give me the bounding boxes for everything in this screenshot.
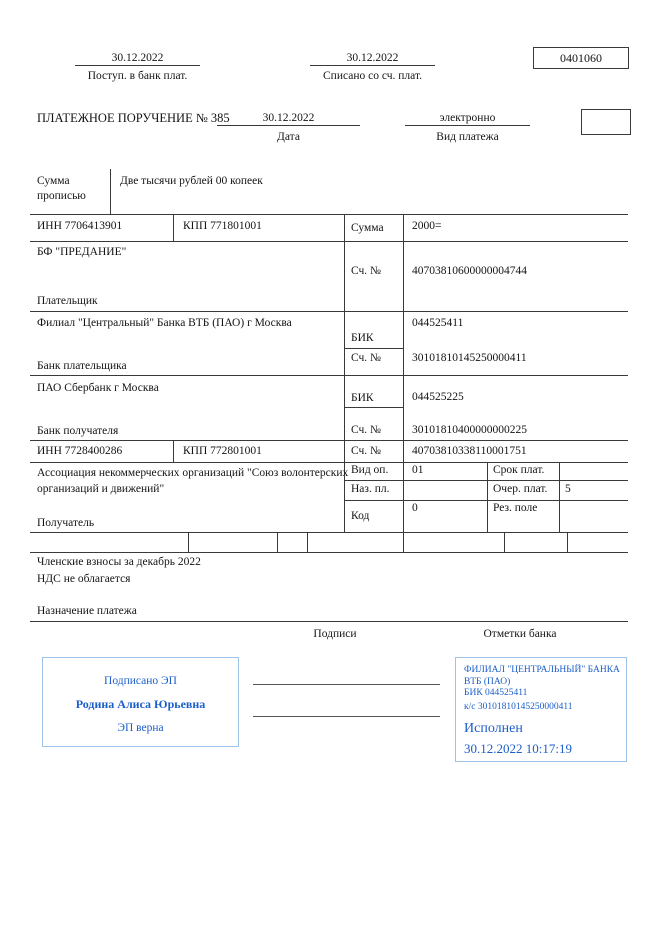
divider <box>30 311 628 312</box>
beneficiary-label: Получатель <box>37 517 95 529</box>
divider <box>30 440 628 441</box>
divider <box>559 462 560 532</box>
received-in-bank-label: Поступ. в банк плат. <box>87 70 188 82</box>
beneficiary-kpp: КПП 772801001 <box>183 445 262 457</box>
ocher-plat-value: 5 <box>565 483 571 495</box>
payer-kpp: КПП 771801001 <box>183 220 262 232</box>
beneficiary-bank-bik: 044525225 <box>412 391 464 403</box>
beneficiary-bank-account: 30101810400000000225 <box>412 424 527 436</box>
signature-line <box>253 684 440 685</box>
purpose-label: Назначение платежа <box>37 605 137 617</box>
signatures-label: Подписи <box>313 628 357 640</box>
debited-from-account-label: Списано со сч. плат. <box>323 70 422 82</box>
beneficiary-inn: ИНН 7728400286 <box>37 445 123 457</box>
beneficiary-bank-bik-label: БИК <box>351 392 374 404</box>
divider <box>344 480 628 481</box>
signature-line <box>253 716 440 717</box>
divider <box>30 214 628 215</box>
divider <box>504 532 505 552</box>
beneficiary-account-label: Сч. № <box>351 445 382 457</box>
e-signature-stamp <box>42 657 239 747</box>
beneficiary-name-2: организаций и движений" <box>37 483 165 495</box>
naz-pl-label: Наз. пл. <box>351 483 390 495</box>
payer-label: Плательщик <box>37 295 98 307</box>
payer-bank-bik: 044525411 <box>412 317 464 329</box>
vid-op-value: 01 <box>412 464 424 476</box>
purpose-line-2: НДС не облагается <box>37 573 131 585</box>
payer-name: БФ "ПРЕДАНИЕ" <box>37 246 127 258</box>
amount-words-label-1: Сумма <box>37 175 70 187</box>
amount-label: Сумма <box>351 222 384 234</box>
beneficiary-bank-name: ПАО Сбербанк г Москва <box>37 382 159 394</box>
bank-marks-stamp <box>455 657 627 762</box>
doc-title: ПЛАТЕЖНОЕ ПОРУЧЕНИЕ № 385 <box>37 111 230 125</box>
bank-stamp-datetime: 30.12.2022 10:17:19 <box>464 741 572 756</box>
divider <box>110 169 111 214</box>
divider <box>403 532 404 552</box>
payer-bank-name: Филиал "Центральный" Банка ВТБ (ПАО) г Москва <box>37 317 292 329</box>
divider <box>30 552 628 553</box>
srok-plat-label: Срок плат. <box>493 464 545 476</box>
bank-stamp-line-2: ВТБ (ПАО) <box>464 676 511 687</box>
payer-bank-label: Банк плательщика <box>37 360 127 372</box>
divider <box>30 241 628 242</box>
payer-bank-account-label: Сч. № <box>351 352 382 364</box>
stamp-signed-text: Подписано ЭП <box>104 675 177 687</box>
divider <box>30 462 628 463</box>
bank-stamp-line-3: БИК 044525411 <box>464 688 528 698</box>
payment-kind: электронно <box>405 111 530 126</box>
amount-in-words: Две тысячи рублей 00 копеек <box>120 175 263 187</box>
payer-bank-account: 30101810145250000411 <box>412 352 527 364</box>
divider <box>567 532 568 552</box>
divider <box>30 621 628 622</box>
doc-date-label: Дата <box>277 131 300 143</box>
divider <box>173 440 174 462</box>
beneficiary-name-1: Ассоциация некоммерческих организаций "Союз волонтерских <box>37 467 349 479</box>
vid-op-label: Вид оп. <box>351 464 389 476</box>
debited-from-account-date: 30.12.2022 <box>310 51 435 66</box>
divider <box>173 214 174 241</box>
status-box-empty <box>581 109 631 135</box>
divider <box>344 214 345 532</box>
divider <box>307 532 308 552</box>
amount-value: 2000= <box>412 220 442 232</box>
amount-words-label-2: прописью <box>37 190 86 202</box>
divider <box>403 214 404 532</box>
divider <box>277 532 278 552</box>
form-code-box: 0401060 <box>533 47 629 69</box>
ocher-plat-label: Очер. плат. <box>493 483 548 495</box>
bank-stamp-line-1: ФИЛИАЛ "ЦЕНТРАЛЬНЫЙ" БАНКА <box>464 665 620 675</box>
divider <box>344 500 628 501</box>
payment-kind-label: Вид платежа <box>436 131 499 143</box>
kod-value: 0 <box>412 502 418 514</box>
divider <box>188 532 189 552</box>
stamp-valid-text: ЭП верна <box>117 722 164 734</box>
divider <box>30 375 628 376</box>
payer-account-label: Сч. № <box>351 265 382 277</box>
purpose-line-1: Членские взносы за декабрь 2022 <box>37 556 201 568</box>
beneficiary-bank-label: Банк получателя <box>37 425 119 437</box>
rez-pole-label: Рез. поле <box>493 502 538 514</box>
payer-bank-bik-label: БИК <box>351 332 374 344</box>
doc-date: 30.12.2022 <box>217 111 360 126</box>
divider <box>30 532 628 533</box>
bank-stamp-line-4: к/с 30101810145250000411 <box>464 701 573 712</box>
divider <box>344 407 403 408</box>
payer-inn: ИНН 7706413901 <box>37 220 123 232</box>
kod-label: Код <box>351 510 370 522</box>
bank-marks-label: Отметки банка <box>483 628 557 640</box>
divider <box>344 348 403 349</box>
beneficiary-account: 40703810338110001751 <box>412 445 527 457</box>
bank-stamp-status: Исполнен <box>464 721 523 736</box>
beneficiary-bank-account-label: Сч. № <box>351 424 382 436</box>
payer-account: 40703810600000004744 <box>412 265 527 277</box>
stamp-signer-name: Родина Алиса Юрьевна <box>75 697 206 711</box>
received-in-bank-date: 30.12.2022 <box>75 51 200 66</box>
divider <box>487 462 488 532</box>
